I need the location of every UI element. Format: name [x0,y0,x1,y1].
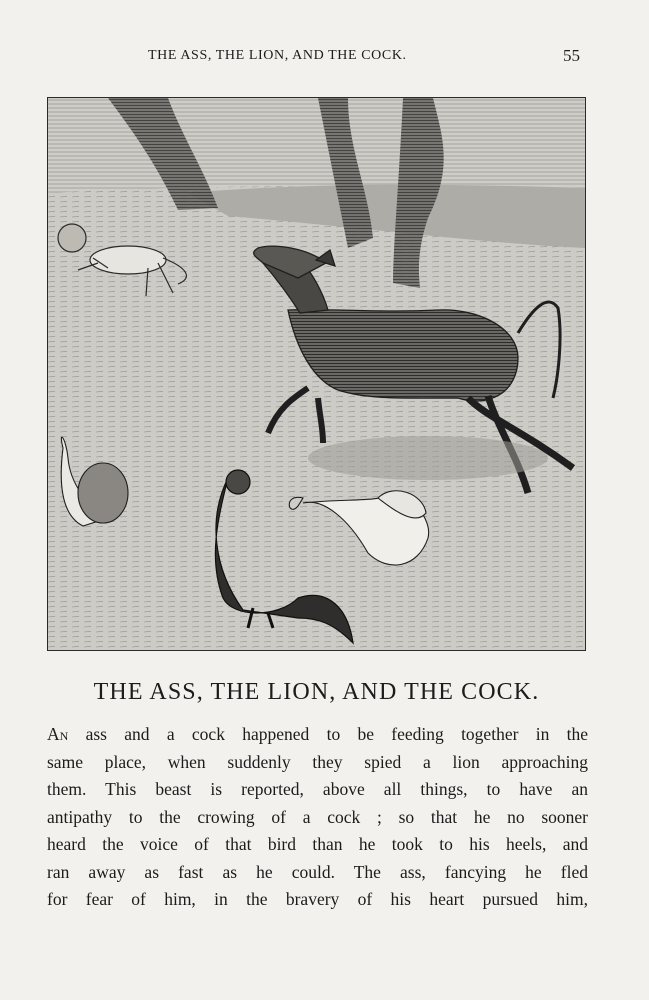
body-line: ran away as fast as he could. The ass, fancying he fled [47,861,588,882]
body-line: heard the voice of that bird than he took to his heels, and [47,834,588,854]
body-line: same place, when suddenly they spied a lion approaching [47,751,588,772]
engraving-illustration [47,97,586,651]
body-line: antipathy to the crowing of a cock ; so that he no sooner [47,806,588,827]
story-body [47,721,588,914]
body-line: them. This beast is reported, above all things, to have an [47,779,588,799]
body-line-text: ass and a cock happened to be feeding together in the [68,724,588,744]
body-line: for fear of him, in the bravery of his heart pursued him, [47,889,588,909]
opening-small-caps-word: An [47,724,69,744]
running-head: THE ASS, THE LION, AND THE COCK. [148,48,407,63]
page-number: 55 [563,46,580,65]
body-line [47,721,588,749]
story-title: THE ASS, THE LION, AND THE COCK. [93,679,540,705]
donkey-shadow [308,436,548,480]
